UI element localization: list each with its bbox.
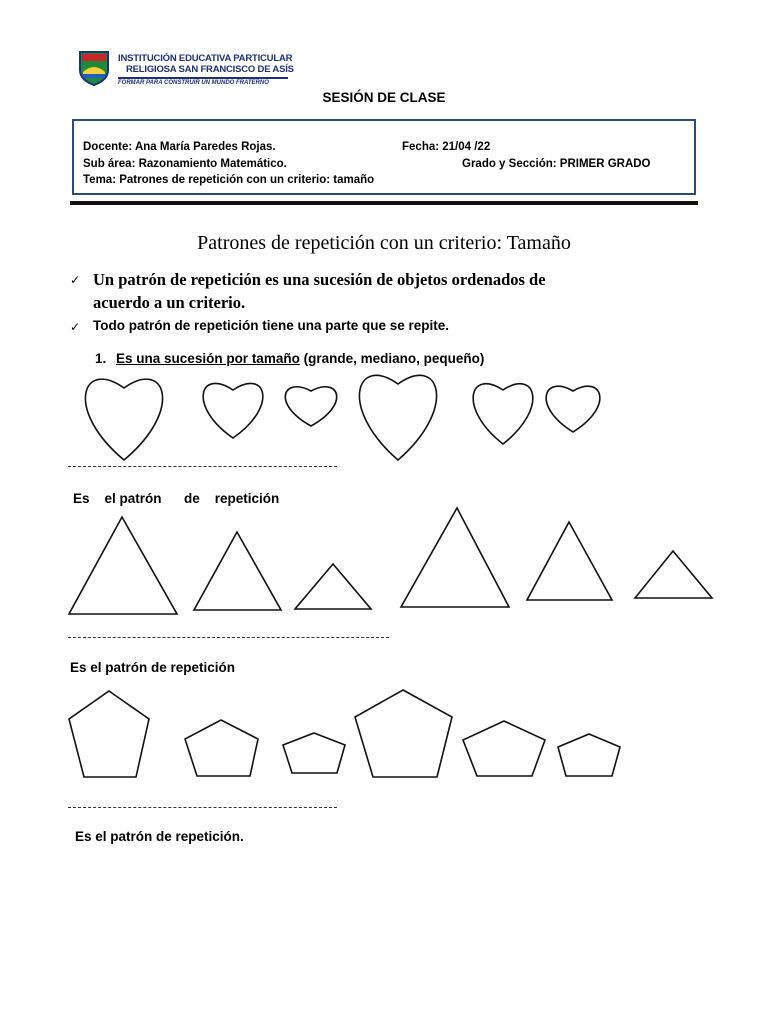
answer-line-2	[68, 637, 389, 638]
pentagon-small-2	[558, 734, 620, 776]
institution-line1: INSTITUCIÓN EDUCATIVA PARTICULAR	[118, 53, 293, 64]
triangle-large-2	[401, 508, 509, 607]
item-heading-underlined: Es una sucesión por tamaño	[116, 351, 300, 366]
check-icon: ✓	[70, 273, 81, 287]
repeat-part-note: Todo patrón de repetición tiene una parte que se repite.	[93, 318, 450, 333]
heart-medium-2	[473, 384, 533, 444]
answer-label-pentagons: Es el patrón de repetición.	[75, 829, 244, 844]
pentagon-medium-2	[463, 721, 545, 776]
heart-medium-1	[203, 383, 263, 438]
triangle-small-1	[295, 564, 371, 609]
institution-line2: RELIGIOSA SAN FRANCISCO DE ASÍS	[126, 64, 294, 75]
pentagon-small-1	[283, 733, 345, 773]
item-heading-rest: (grande, mediano, pequeño)	[299, 351, 485, 366]
institution-motto: FORMAR PARA CONSTRUIR UN MUNDO FRATERNO	[118, 80, 269, 86]
definition-line1: Un patrón de repetición es una sucesión de objetos ordenados de	[93, 270, 546, 289]
date-label: Fecha: 21/04 /22	[402, 141, 491, 153]
answer-label-hearts: Es el patrón de repetición	[73, 491, 280, 506]
triangle-large-1	[69, 517, 177, 614]
triangle-small-2	[635, 551, 712, 598]
triangle-medium-1	[194, 532, 281, 610]
subarea-label: Sub área: Razonamiento Matemático.	[83, 158, 287, 170]
definition-line2: acuerdo a un criterio.	[93, 293, 246, 312]
heart-large-1	[85, 379, 162, 460]
grade-label: Grado y Sección: PRIMER GRADO	[462, 158, 651, 170]
heart-small-2	[546, 386, 600, 432]
teacher-label: Docente: Ana María Paredes Rojas.	[83, 141, 276, 153]
answer-line-1	[68, 466, 337, 467]
page-title: Patrones de repetición con un criterio: Tamaño	[197, 232, 571, 254]
session-title: SESIÓN DE CLASE	[322, 90, 446, 105]
pentagon-large-1	[69, 691, 149, 777]
heart-large-2	[359, 375, 436, 460]
item-number: 1.	[95, 351, 107, 366]
triangle-medium-2	[527, 522, 612, 600]
pentagon-large-2	[355, 690, 452, 777]
check-icon: ✓	[70, 320, 81, 334]
pentagon-medium-1	[185, 720, 258, 776]
topic-label: Tema: Patrones de repetición con un criterio: tamaño	[83, 174, 375, 186]
heart-small-1	[285, 387, 336, 426]
answer-line-3	[68, 807, 337, 808]
answer-label-triangles: Es el patrón de repetición	[70, 660, 236, 675]
